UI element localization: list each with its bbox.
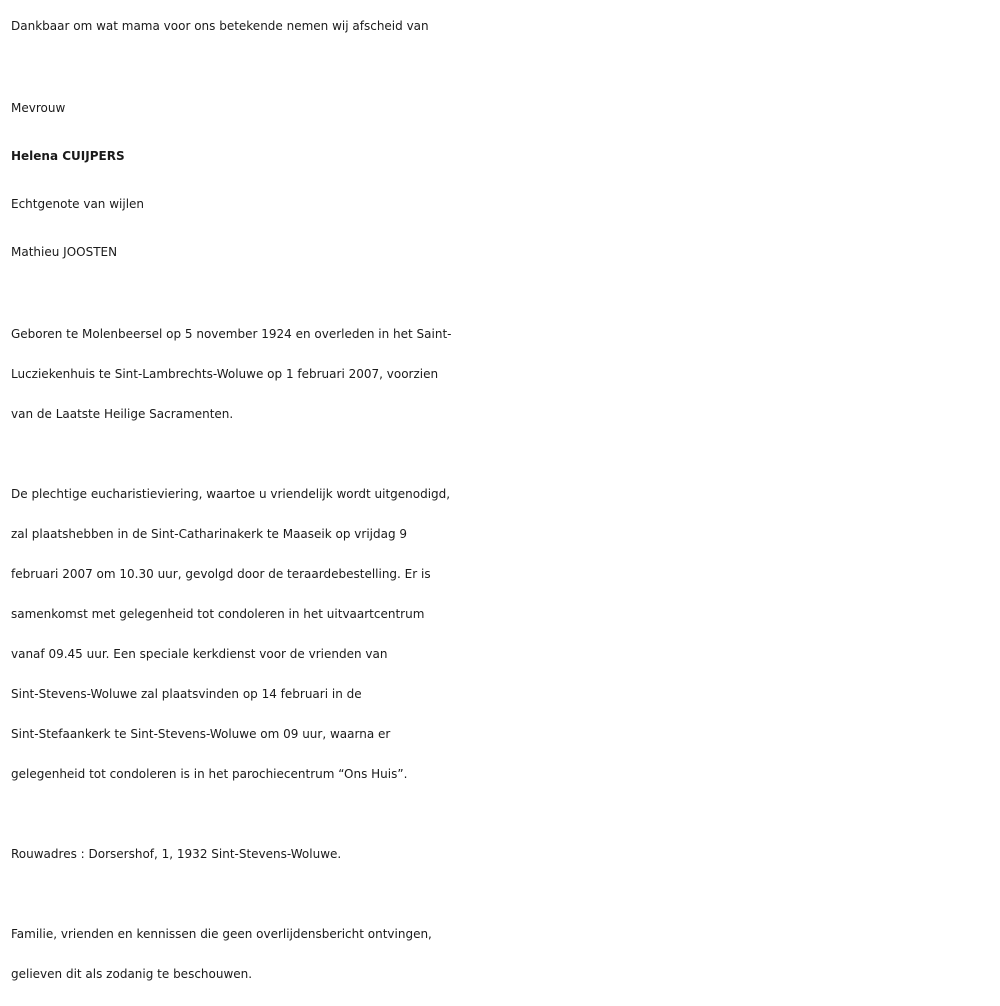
- paragraph-line: Sint-Stefaankerk te Sint-Stevens-Woluwe om 09 uur, waarna er: [11, 727, 391, 741]
- mourning-address: Rouwadres : Dorsershof, 1, 1932 Sint-Stevens-Woluwe.: [11, 847, 342, 861]
- paragraph-line: vanaf 09.45 uur. Een speciale kerkdienst voor de vrienden van: [11, 647, 388, 661]
- relation-text: Echtgenote van wijlen: [11, 197, 145, 211]
- paragraph-line: gelegenheid tot condoleren is in het parochiecentrum “Ons Huis”.: [11, 767, 408, 781]
- ceremony-paragraph: [11, 474, 993, 794]
- birth-death-paragraph: [11, 314, 993, 434]
- spacer: [11, 794, 993, 834]
- paragraph-line: van de Laatste Heilige Sacramenten.: [11, 407, 234, 421]
- spacer: [11, 434, 993, 474]
- paragraph-line: Geboren te Molenbeersel op 5 november 1924 en overleden in het Saint-: [11, 327, 452, 341]
- obituary-notice: [11, 6, 993, 994]
- paragraph-line: zal plaatshebben in de Sint-Catharinakerk te Maaseik op vrijdag 9: [11, 527, 408, 541]
- paragraph-line: De plechtige eucharistieviering, waartoe u vriendelijk wordt uitgenodigd,: [11, 487, 451, 501]
- address-paragraph: [11, 834, 993, 874]
- paragraph-line: Familie, vrienden en kennissen die geen overlijdensbericht ontvingen,: [11, 927, 432, 941]
- paragraph-line: februari 2007 om 10.30 uur, gevolgd door de teraardebestelling. Er is: [11, 567, 431, 581]
- intro-text: [11, 6, 993, 46]
- deceased-name: Helena CUIJPERS: [11, 149, 125, 163]
- paragraph-line: gelieven dit als zodanig te beschouwen.: [11, 967, 253, 981]
- salutation: Mevrouw: [11, 101, 66, 115]
- spacer: [11, 276, 993, 314]
- spacer: [11, 46, 993, 86]
- spacer: [11, 874, 993, 914]
- intro-line: Dankbaar om wat mama voor ons betekende nemen wij afscheid van: [11, 19, 429, 33]
- paragraph-line: samenkomst met gelegenheid tot condoleren in het uitvaartcentrum: [11, 607, 425, 621]
- paragraph-line: Sint-Stevens-Woluwe zal plaatsvinden op 14 februari in de: [11, 687, 362, 701]
- closing-paragraph: [11, 914, 993, 994]
- paragraph-line: Lucziekenhuis te Sint-Lambrechts-Woluwe op 1 februari 2007, voorzien: [11, 367, 439, 381]
- spouse-name: Mathieu JOOSTEN: [11, 245, 118, 259]
- person-block: [11, 84, 993, 276]
